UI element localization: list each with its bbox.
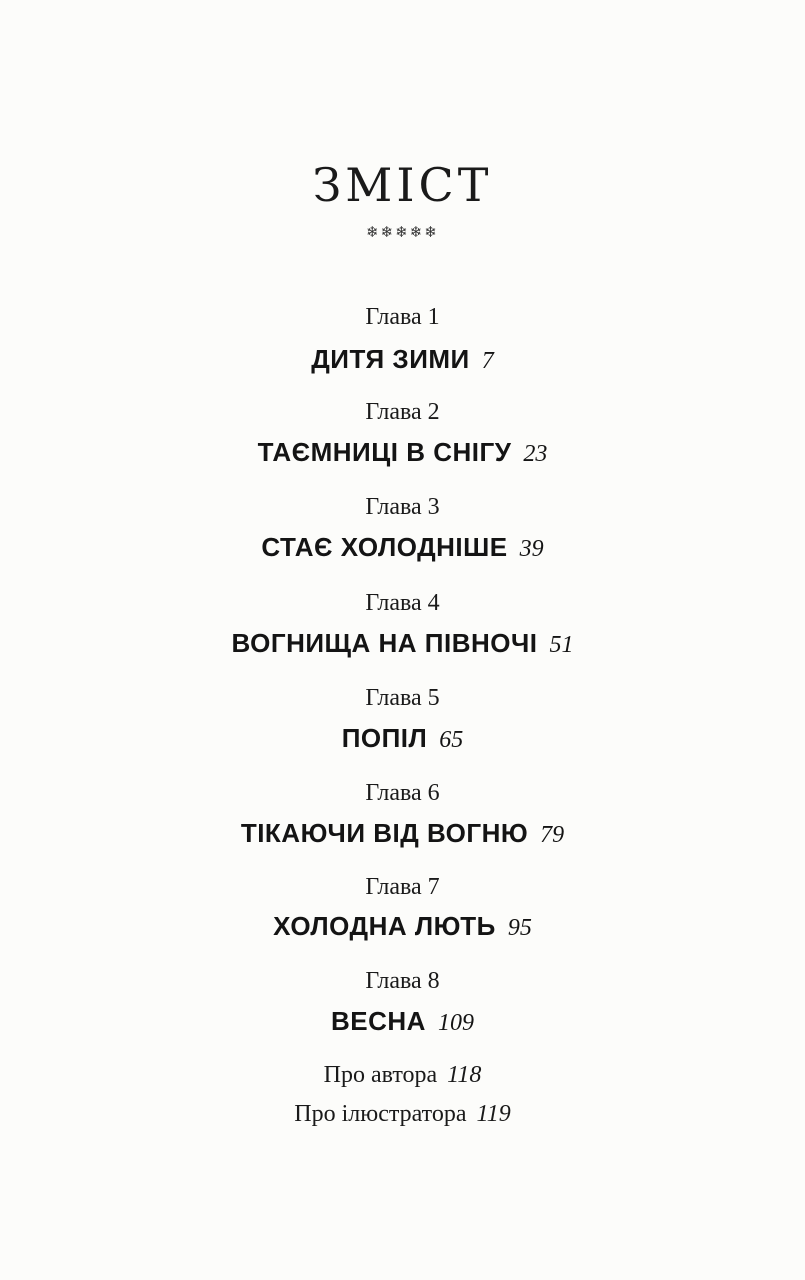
snowflake-ornament: ❄❄❄❄❄ — [366, 223, 439, 241]
extra-entry[interactable] — [0, 1060, 805, 1090]
chapter-label: Глава 8 — [365, 968, 440, 994]
chapter-label: Глава 1 — [365, 304, 440, 330]
chapter-entry[interactable] — [0, 910, 805, 944]
chapter-label: Глава 4 — [365, 590, 440, 616]
extra-entry[interactable] — [0, 1099, 805, 1129]
chapter-entry[interactable] — [0, 817, 805, 851]
page-number: 118 — [447, 1062, 482, 1088]
chapter-label: Глава 5 — [365, 685, 440, 711]
page-number: 39 — [519, 536, 544, 562]
chapter-label: Глава 6 — [365, 780, 440, 806]
page-number: 51 — [549, 632, 574, 658]
page-number: 65 — [439, 727, 464, 753]
page-number: 109 — [437, 1010, 474, 1036]
chapter-entry[interactable] — [0, 343, 805, 377]
chapter-title: ВОГНИЩА НА ПІВНОЧІ — [231, 628, 538, 658]
page-number: 119 — [476, 1101, 511, 1127]
chapter-entry[interactable] — [0, 531, 805, 565]
chapter-title: ДИТЯ ЗИМИ — [311, 344, 470, 374]
chapter-title: СТАЄ ХОЛОДНІШЕ — [261, 532, 508, 562]
extra-title: Про ілюстратора — [294, 1101, 467, 1127]
page-number: 23 — [523, 441, 548, 467]
chapter-title: ТАЄМНИЦІ В СНІГУ — [257, 437, 512, 467]
chapter-title: ХОЛОДНА ЛЮТЬ — [273, 911, 496, 941]
chapter-title: ВЕСНА — [331, 1006, 426, 1036]
chapter-title: ПОПІЛ — [341, 723, 428, 753]
chapter-entry[interactable] — [0, 436, 805, 470]
chapter-label: Глава 3 — [365, 494, 440, 520]
page-number: 7 — [481, 348, 494, 374]
chapter-entry[interactable] — [0, 722, 805, 756]
chapter-label: Глава 2 — [365, 399, 440, 425]
chapter-label: Глава 7 — [365, 874, 440, 900]
chapter-entry[interactable] — [0, 1005, 805, 1039]
page-number: 79 — [540, 822, 565, 848]
chapter-title: ТІКАЮЧИ ВІД ВОГНЮ — [240, 818, 529, 848]
chapter-entry[interactable] — [0, 627, 805, 661]
page-number: 95 — [507, 915, 532, 941]
page-title: ЗМІСТ — [312, 158, 493, 212]
extra-title: Про автора — [323, 1062, 438, 1088]
